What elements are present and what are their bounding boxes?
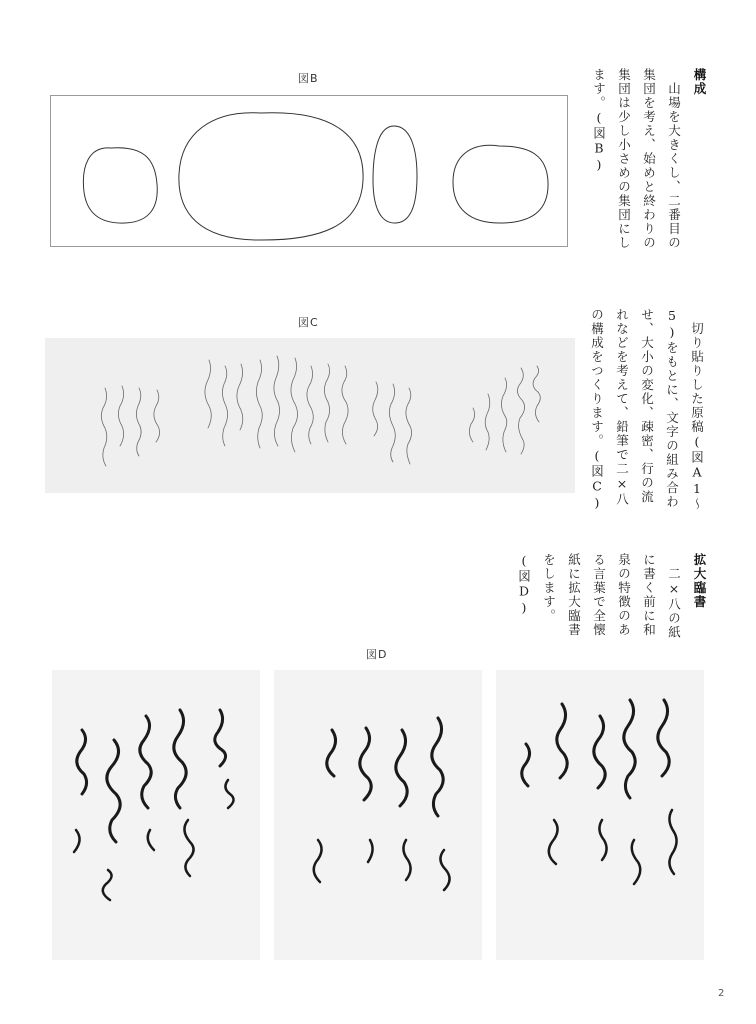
body-line: に書く前に和 [641, 553, 657, 637]
figure-c-pencil-sketch [45, 338, 575, 493]
body-line: 切り貼りした原稿(図A1〜 [689, 322, 705, 512]
body-line: 集団は少し小さめの集団にし [616, 68, 632, 250]
figure-b-box [50, 95, 568, 247]
calligraphy-brushwork [496, 670, 704, 960]
body-line: 泉の特徴のあ [616, 553, 632, 637]
body-line: る言葉で全懐 [591, 553, 607, 637]
body-line: 紙に拡大臨書 [566, 553, 582, 637]
figure-d-label: 図D [366, 648, 388, 661]
body-line: (図D) [516, 553, 532, 617]
body-line: をします。 [541, 553, 557, 623]
body-line: 集団を考え、始めと終わりの [641, 68, 657, 250]
calligraphy-brushwork [274, 670, 482, 960]
figure-b-sketch [51, 96, 567, 246]
heading-kousei: 構成 [692, 68, 707, 96]
page-number: 2 [718, 988, 725, 999]
calligraphy-panel-right [496, 670, 704, 960]
group-shape-small-left [83, 148, 157, 223]
calligraphy-panel-left [52, 670, 260, 960]
group-shape-large [179, 113, 363, 240]
body-line: の構成をつくります。(図C) [589, 308, 605, 512]
calligraphy-panel-middle [274, 670, 482, 960]
calligraphy-brushwork [52, 670, 260, 960]
body-line: ます。(図B) [591, 68, 607, 174]
heading-kakudai-rinsho: 拡大臨書 [692, 553, 707, 609]
body-line: れなどを考えて、鉛筆で二×八 [614, 308, 630, 507]
figure-c-draft [45, 338, 575, 493]
group-shape-small-right [453, 145, 548, 223]
figure-c-label: 図C [298, 316, 319, 329]
body-line: 二×八の紙 [666, 567, 682, 640]
figure-b-label: 図B [298, 72, 319, 85]
body-line: 山場を大きくし、二番目の [666, 82, 682, 250]
group-shape-narrow [373, 126, 417, 223]
body-line: 5)をもとに、文字の組み合わ [664, 308, 680, 509]
body-line: せ、大小の変化、疎密、行の流 [639, 308, 655, 504]
